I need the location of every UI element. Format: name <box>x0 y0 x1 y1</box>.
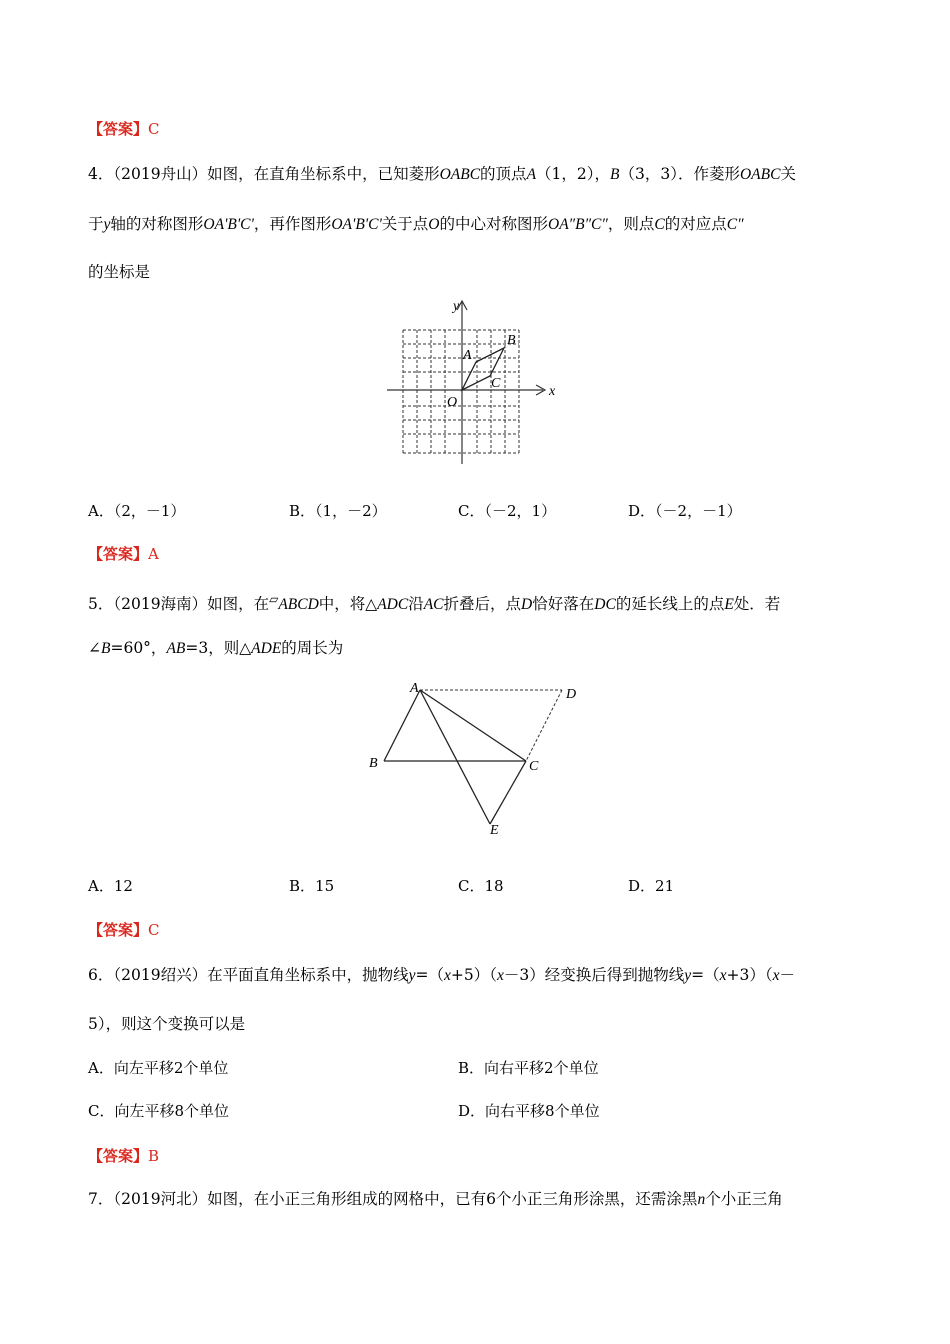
segment-ae <box>420 690 490 824</box>
answer-tag: 【答案】 <box>88 921 149 939</box>
q4-option-d: D．（－2，－1） <box>628 502 742 520</box>
label-x: x <box>549 384 556 399</box>
q5-fold-figure <box>366 678 596 838</box>
q4-line-1: 4．（2019舟山）如图，在直角坐标系中，已知菱形OABC的顶点A（1，2），B（3，3）．作菱形OABC关 <box>88 165 796 183</box>
answer-tag: 【答案】 <box>88 1147 149 1165</box>
label-o: O <box>447 395 458 410</box>
q5-option-c: C．18 <box>458 877 504 895</box>
answer-tag: 【答案】 <box>88 545 149 563</box>
label-a: A <box>463 348 472 363</box>
q5-line-1: 5．（2019海南）如图，在▱ABCD中，将△ADC沿AC折叠后，点D恰好落在DC的延长线上的点E处．若 <box>88 592 781 613</box>
answer-q3 <box>88 118 160 140</box>
q4-option-a: A．（2，－1） <box>88 502 186 520</box>
q5-option-a: A．12 <box>88 877 133 895</box>
q6-option-d: D．向右平移8个单位 <box>458 1102 600 1120</box>
q5-line-2: ∠B=60°，AB=3，则△ADE的周长为 <box>88 639 344 657</box>
segment-ce <box>490 761 526 824</box>
q6-option-a: A．向左平移2个单位 <box>88 1059 229 1077</box>
answer-tag: 【答案】 <box>88 120 149 138</box>
label-c: C <box>491 376 501 391</box>
label-a: A <box>410 681 419 696</box>
q4-line-2: 于y轴的对称图形OA'B'C'，再作图形OA'B'C'关于点O的中心对称图形OA″B″C″，则点C的对应点C″ <box>88 215 744 233</box>
q4-option-b: B．（1，－2） <box>289 502 387 520</box>
q6-line-1: 6．（2019绍兴）在平面直角坐标系中，抛物线y=（x+5）（x－3）经变换后得到抛物线y=（x+3）（x－ <box>88 966 796 984</box>
answer-value: A <box>148 545 159 563</box>
q5-option-d: D．21 <box>628 877 675 895</box>
q4-coordinate-figure <box>383 296 563 466</box>
q6-option-c: C．向左平移8个单位 <box>88 1102 230 1120</box>
segment-ac <box>420 690 526 761</box>
segment-ab <box>384 690 420 761</box>
answer-value: C <box>148 921 160 939</box>
label-b: B <box>369 756 378 771</box>
q6-option-b: B．向右平移2个单位 <box>458 1059 599 1077</box>
answer-value: C <box>148 120 160 138</box>
q5-option-b: B．15 <box>289 877 335 895</box>
segment-dc-dashed <box>526 690 562 761</box>
answer-value: B <box>148 1147 160 1165</box>
label-c: C <box>529 759 539 774</box>
q4-line-3: 的坐标是 <box>88 263 151 281</box>
dashed-grid <box>403 330 519 453</box>
label-e: E <box>490 823 499 838</box>
answer-q4 <box>88 543 159 565</box>
q6-line-2: 5），则这个变换可以是 <box>88 1015 246 1033</box>
label-b: B <box>507 333 516 348</box>
answer-q5 <box>88 919 160 941</box>
q4-option-c: C．（－2，1） <box>458 502 557 520</box>
label-d: D <box>566 687 577 702</box>
answer-q6 <box>88 1145 159 1167</box>
label-y: y <box>453 299 460 314</box>
q7-line-1: 7．（2019河北）如图，在小正三角形组成的网格中，已有6个小正三角形涂黑，还需涂黑n个小正三角 <box>88 1190 783 1208</box>
